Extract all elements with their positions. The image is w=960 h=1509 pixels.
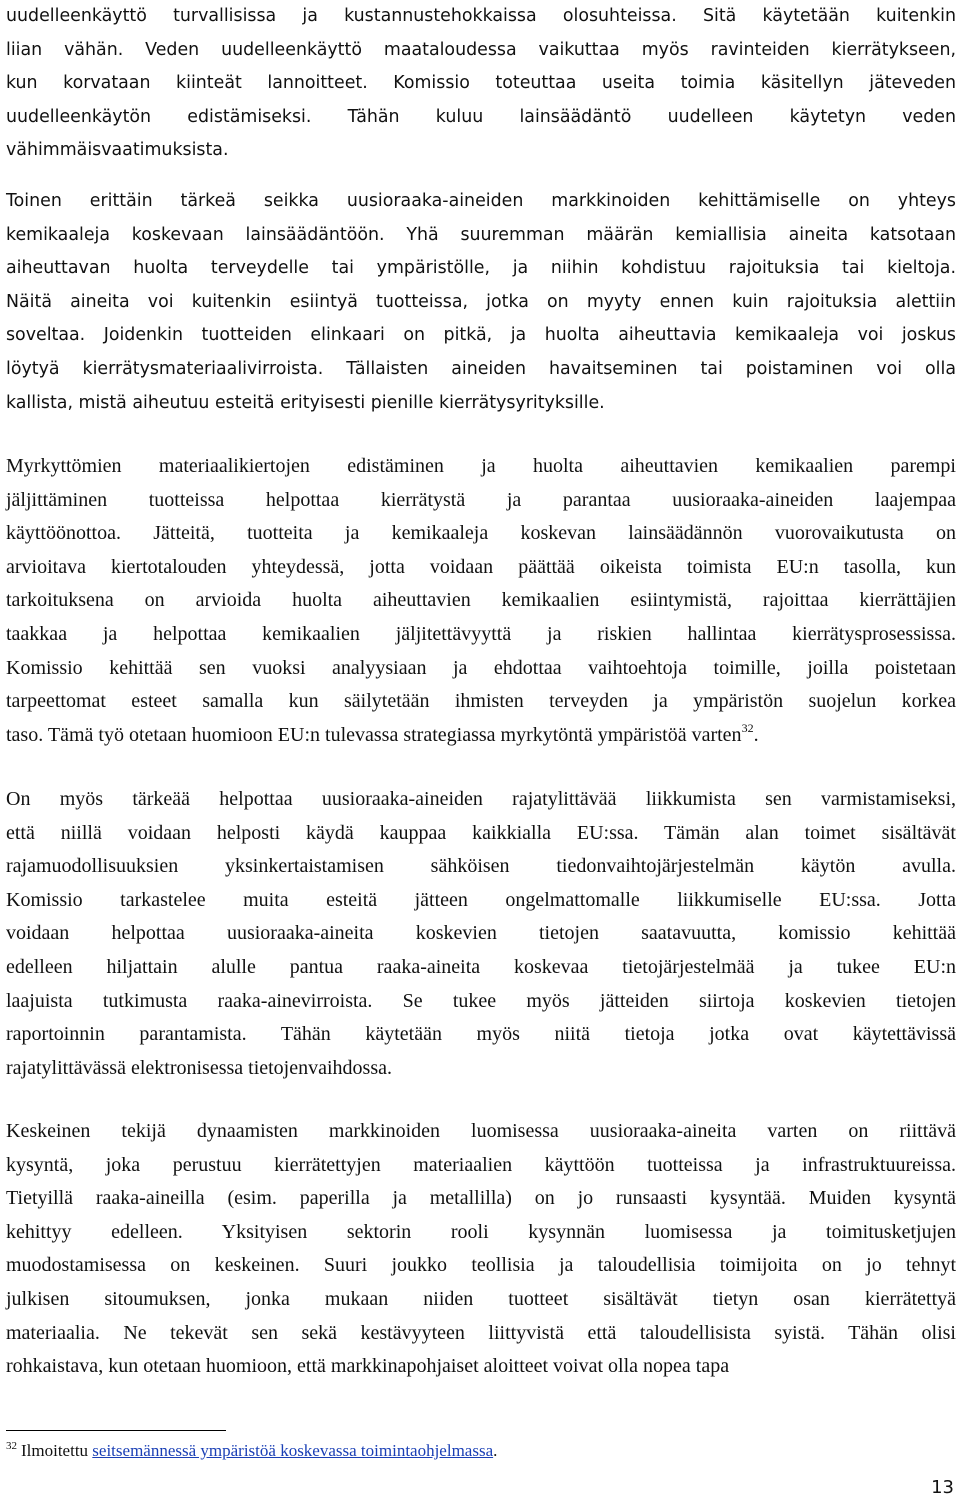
text-line: edelleen hiljattain alulle pantua raaka-aineita koskevaa tietojärjestelmää ja tukee EU:n	[6, 955, 956, 978]
footnote-prefix: Ilmoitettu	[21, 1441, 89, 1460]
text-line: kysyntä, joka perustuu kierrätettyjen materiaalien käyttöön tuotteissa ja infrastruktuureissa.	[6, 1153, 956, 1176]
text-line: On myös tärkeää helpottaa uusioraaka-aineiden rajatylittävää liikkumista sen varmistamiseksi,	[6, 788, 956, 810]
text-line: rajamuodollisuuksien yksinkertaistamisen sähköisen tiedonvaihtojärjestelmän käytön avulla.	[6, 855, 956, 878]
text-line: laajuista tutkimusta raaka-ainevirroista. Se tukee myös jätteiden siirtoja koskevien tietojen	[6, 989, 956, 1012]
text-line	[6, 719, 956, 753]
text-line: uudelleenkäyttö turvallisissa ja kustannustehokkaissa olosuhteissa. Sitä käytetään kuitenkin	[6, 6, 956, 26]
footnote-suffix: .	[493, 1441, 498, 1460]
text-line: vähimmäisvaatimuksista.	[6, 140, 229, 161]
footnote	[6, 1440, 497, 1462]
paragraph-2	[6, 185, 956, 420]
text-line: tarkoituksena on arvioida huolta aiheuttavien kemikaalien esiintymistä, rajoittaa kierrättäjien	[6, 589, 956, 612]
text-line: Tietyillä raaka-aineilla (esim. paperilla ja metallilla) on jo runsaasti kysyntää. Muiden kysyntä	[6, 1187, 956, 1210]
text-line: raportoinnin parantamista. Tähän käytetään myös niitä tietoja jotka ovat käytettävissä	[6, 1023, 956, 1046]
text-line: muodostamisessa on keskeinen. Suuri joukko teollisia ja taloudellisia toimijoita on jo tehnyt	[6, 1254, 956, 1277]
text-line-content: taso. Tämä työ otetaan huomioon EU:n tulevassa strategiassa myrkytöntä ympäristöä varten	[6, 723, 742, 746]
text-line: arvioitava kiertotalouden yhteydessä, jotta voidaan päättää oikeista toimista EU:n tasolla, kun	[6, 555, 956, 578]
text-line: aiheuttavan huolta terveydelle tai ympäristölle, ja niihin kohdistuu rajoituksia tai kieltoja.	[6, 258, 956, 279]
text-line: kun korvataan kiinteät lannoitteet. Komissio toteuttaa useita toimia käsitellyn jäteveden	[6, 73, 956, 94]
text-line: rohkaistava, kun otetaan huomioon, että markkinapohjaiset aloitteet voivat olla nopea tapa	[6, 1355, 730, 1378]
text-line: rajatylittävässä elektronisessa tietojenvaihdossa.	[6, 1056, 392, 1079]
text-line: kallista, mistä aiheutuu esteitä erityisesti pienille kierrätysyrityksille.	[6, 392, 605, 413]
text-line: kemikaaleja koskevaan lainsäädäntöön. Yhä suuremman määrän kemiallisia aineita katsotaan	[6, 224, 956, 245]
footnote-reference: 32	[741, 720, 754, 735]
text-line: soveltaa. Joidenkin tuotteiden elinkaari on pitkä, ja huolta aiheuttavia kemikaaleja voi joskus	[6, 325, 956, 346]
text-line: löytyä kierrätysmateriaalivirroista. Tällaisten aineiden havaitseminen tai poistaminen voi olla	[6, 358, 956, 379]
text-line: Komissio kehittää sen vuoksi analyysiaan ja ehdottaa vaihtoehtoja toimille, joilla poistetaan	[6, 656, 956, 679]
paragraph-1	[6, 0, 956, 168]
text-line: materiaalia. Ne tekevät sen sekä kestävyyteen liittyvistä että taloudellisista syistä. Tähän olisi	[6, 1321, 956, 1344]
paragraph-4	[6, 783, 956, 1085]
text-line: julkisen sitoumuksen, jonka mukaan niiden tuotteet sisältävät tietyn osan kierrätettyä	[6, 1287, 956, 1310]
footnote-separator	[6, 1430, 226, 1431]
footnote-link[interactable]: seitsemännessä ympäristöä koskevassa toimintaohjelmassa	[92, 1441, 494, 1460]
paragraph-3	[6, 450, 956, 752]
text-line: uudelleenkäytön edistämiseksi. Tähän kuluu lainsäädäntö uudelleen käytetyn veden	[6, 106, 956, 127]
page-number: 13	[931, 1477, 954, 1498]
text-line: voidaan helpottaa uusioraaka-aineita koskevien tietojen saatavuutta, komissio kehittää	[6, 922, 956, 945]
footnote-number: 32	[6, 1440, 17, 1452]
text-line: liian vähän. Veden uudelleenkäyttö maataloudessa vaikuttaa myös ravinteiden kierrätykseen,	[6, 39, 956, 60]
text-line: Näitä aineita voi kuitenkin esiintyä tuotteissa, jotka on myyty ennen kuin rajoituksia alettiin	[6, 291, 956, 312]
paragraph-5	[6, 1115, 956, 1384]
text-line: käyttöönottoa. Jätteitä, tuotteita ja kemikaaleja koskevan lainsäädännön vuorovaikutusta on	[6, 522, 956, 545]
end-punctuation: .	[753, 723, 759, 746]
text-line: kehittyy edelleen. Yksityisen sektorin rooli kysynnän luomisessa ja toimitusketjujen	[6, 1220, 956, 1243]
text-line: Toinen erittäin tärkeä seikka uusioraaka-aineiden markkinoiden kehittämiselle on yhteys	[6, 191, 956, 211]
text-line: että niillä voidaan helposti käydä kauppaa kaikkialla EU:ssa. Tämän alan toimet sisältävät	[6, 821, 956, 844]
text-line: jäljittäminen tuotteissa helpottaa kierrätystä ja parantaa uusioraaka-aineiden laajempaa	[6, 488, 956, 511]
text-line: Keskeinen tekijä dynaamisten markkinoiden luomisessa uusioraaka-aineita varten on riittävä	[6, 1120, 956, 1142]
text-line: Komissio tarkastelee muita esteitä jätteen ongelmattomalle liikkumiselle EU:ssa. Jotta	[6, 888, 956, 911]
text-line: Myrkyttömien materiaalikiertojen edistäminen ja huolta aiheuttavien kemikaalien parempi	[6, 455, 956, 477]
text-line: tarpeettomat esteet samalla kun säilytetään ihmisten terveyden ja ympäristön suojelun korkea	[6, 690, 956, 713]
text-line: taakkaa ja helpottaa kemikaalien jäljitettävyyttä ja riskien hallintaa kierrätysprosessissa.	[6, 622, 956, 645]
